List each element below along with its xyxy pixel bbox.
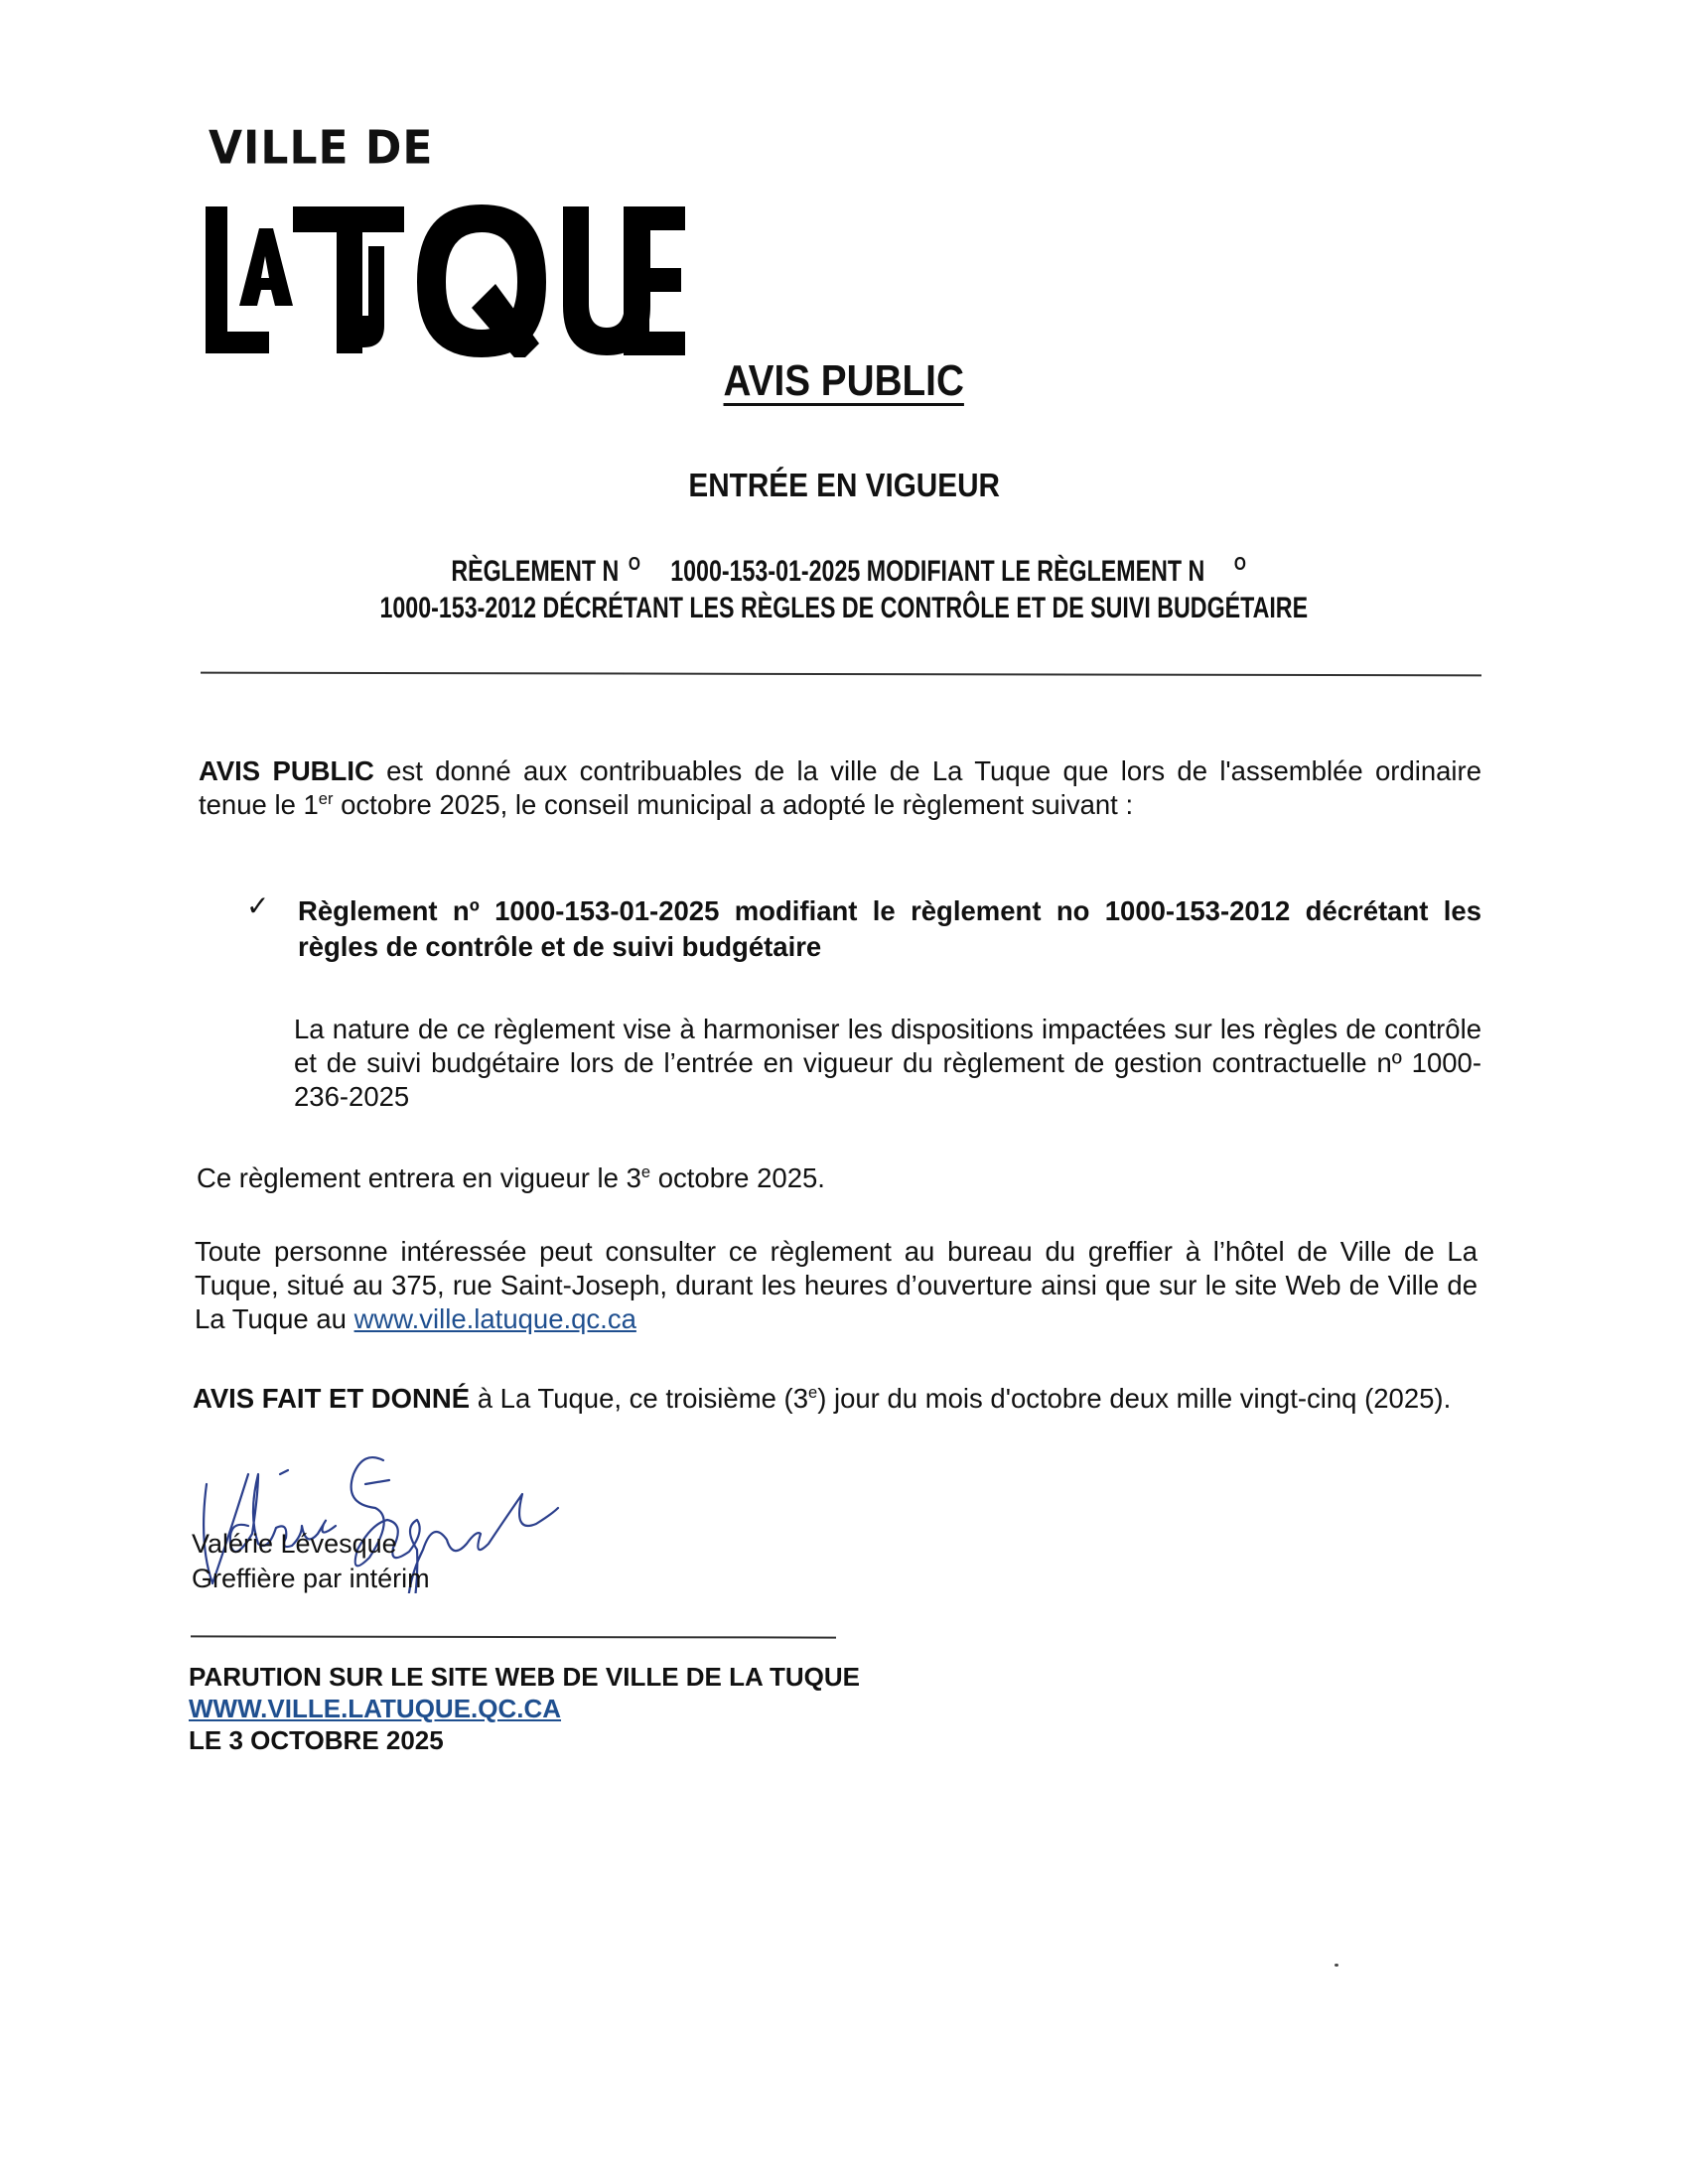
- entry-in-force-paragraph: Ce règlement entrera en vigueur le 3e octobre 2025.: [197, 1162, 825, 1193]
- check-icon: ✓: [246, 890, 270, 921]
- website-link[interactable]: www.ville.latuque.qc.ca: [353, 1303, 636, 1334]
- logo-latuque: [204, 199, 685, 357]
- logo-letter-e-shape: [624, 206, 685, 355]
- page-title: AVIS PUBLIC: [723, 356, 965, 405]
- scan-speck: [1335, 1964, 1338, 1967]
- logo-letter-u: [343, 246, 384, 347]
- subtitle: ENTRÉE EN VIGUEUR: [688, 467, 1000, 503]
- signatory-name: Valérie Lévesque: [192, 1529, 397, 1559]
- nature-paragraph: La nature de ce règlement vise à harmoniser les dispositions impactées sur les règles de contrôle et de suivi budgétaire lors de l’entrée en vigueur du règlement de gestion contractuelle nº 1000-236-2025: [294, 1014, 1481, 1112]
- publication-footer: [189, 1661, 860, 1756]
- publication-line: PARUTION SUR LE SITE WEB DE VILLE DE LA TUQUE: [189, 1662, 861, 1692]
- divider: [201, 672, 1481, 677]
- consultation-paragraph: Toute personne intéressée peut consulter ce règlement au bureau du greffier à l’hôtel de Ville de La Tuque, situé au 375, rue Saint-Joseph, durant les heures d’ouverture ainsi que sur le site Web de Ville de La Tuque au www.ville.latuque.qc.ca: [195, 1236, 1477, 1334]
- intro-paragraph: AVIS PUBLIC est donné aux contribuables de la ville de La Tuque que lors de l'assemblée ordinaire tenue le 1er octobre 2025, le conseil municipal a adopté le règlement suivant :: [199, 755, 1481, 820]
- signatory: [192, 1527, 430, 1596]
- footer-website-link[interactable]: WWW.VILLE.LATUQUE.QC.CA: [189, 1694, 562, 1723]
- logo-ville-de: VILLE DE: [209, 121, 434, 176]
- signatory-role: Greffière par intérim: [192, 1564, 430, 1593]
- footer-divider: [191, 1635, 836, 1638]
- publication-date: LE 3 OCTOBRE 2025: [189, 1725, 444, 1755]
- regulation-list-item: Règlement nº 1000-153-01-2025 modifiant le règlement no 1000-153-2012 décrétant les règles de contrôle et de suivi budgétaire: [298, 895, 1481, 962]
- given-at-paragraph: AVIS FAIT ET DONNÉ à La Tuque, ce troisième (3e) jour du mois d'octobre deux mille vingt-cinq (2025).: [193, 1383, 1452, 1414]
- logo-letter-a: [239, 228, 293, 306]
- regulation-title: RÈGLEMENT N $^O$1000-153-01-2025 MODIFIANT LE RÈGLEMENT N $^O$1000-153-2012 DÉCRÉTANT LES RÈGLES DE CONTRÔLE ET DE SUIVI BUDGÉTAIRE: [379, 554, 1309, 624]
